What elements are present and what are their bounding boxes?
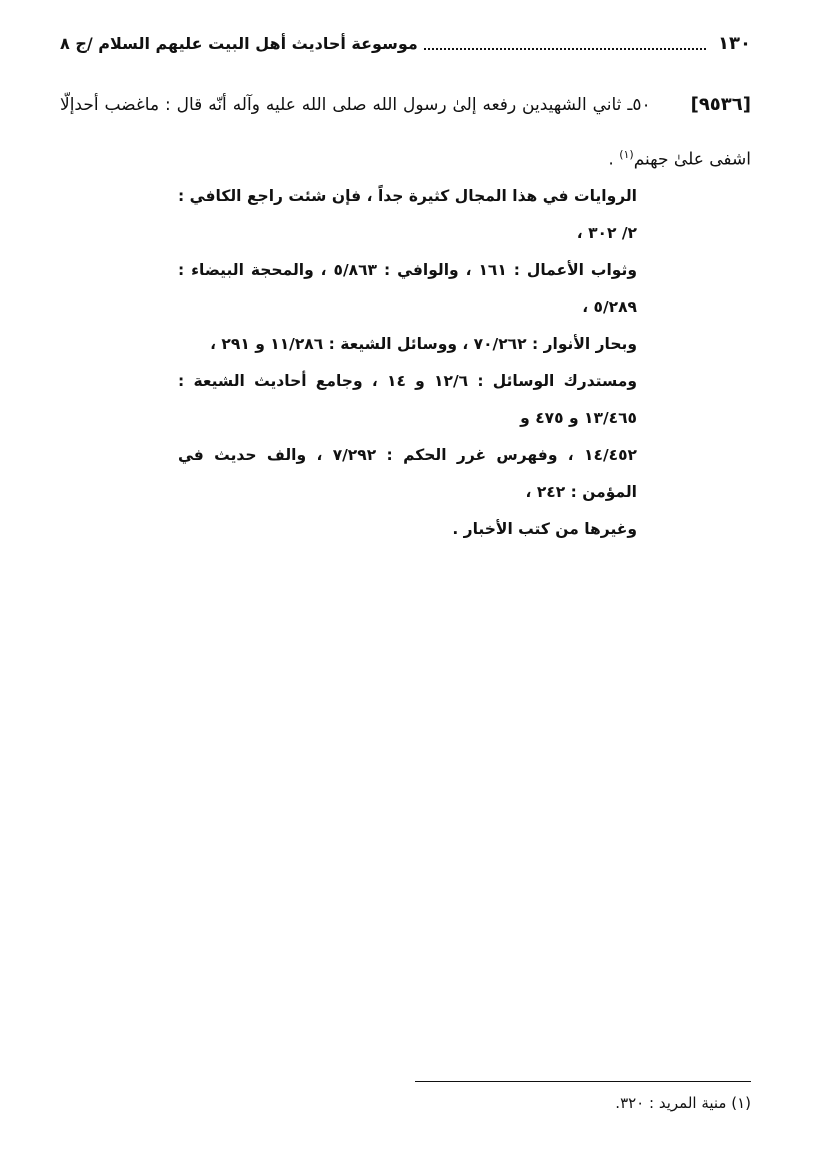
hadith-text: ٥٠ـ ثاني الشهيدين رفعه إلىٰ رسول الله صلى الله عليه وآله أنّه قال : ماغضب أحدإلّا اشفى علىٰ جهنم <box>60 95 751 170</box>
hadith-entry <box>60 80 751 185</box>
sources-line: الروايات في هذا المجال كثيرة جداً ، فإن شئت راجع الكافي : ٢/ ٣٠٢ ، <box>178 187 637 242</box>
running-title: موسوعة أحاديث أهل البيت عليهم السلام /ج ٨ <box>60 33 418 53</box>
page-number: ١٣٠ <box>718 32 751 54</box>
sources-line: ١٤/٤٥٢ ، وفهرس غرر الحكم : ٧/٢٩٢ ، والف حديث في المؤمن : ٢٤٢ ، <box>178 446 637 501</box>
hadith-number: [٩٥٣٦] <box>690 94 751 115</box>
sources-line: ومستدرك الوسائل : ١٢/٦ و ١٤ ، وجامع أحاديث الشيعة : ١٣/٤٦٥ و ٤٧٥ و <box>178 372 637 427</box>
sources-line: وغيرها من كتب الأخبار . <box>452 520 637 538</box>
footnote: (١) منية المريد : ٣٢٠. <box>615 1094 751 1112</box>
footnote-divider <box>415 1081 751 1082</box>
sources-line: وبحار الأنوار : ٧٠/٢٦٢ ، ووسائل الشيعة : ١١/٢٨٦ و ٢٩١ ، <box>210 335 637 353</box>
header-dot-leader <box>424 48 706 50</box>
footnote-reference[interactable]: (١) <box>619 148 634 161</box>
sources-line: وثواب الأعمال : ١٦١ ، والوافي : ٥/٨٦٣ ، والمحجة البيضاء : ٥/٢٨٩ ، <box>178 261 637 316</box>
hadith-end: . <box>608 149 620 170</box>
page-header <box>60 28 751 58</box>
sources-paragraph <box>178 178 637 548</box>
